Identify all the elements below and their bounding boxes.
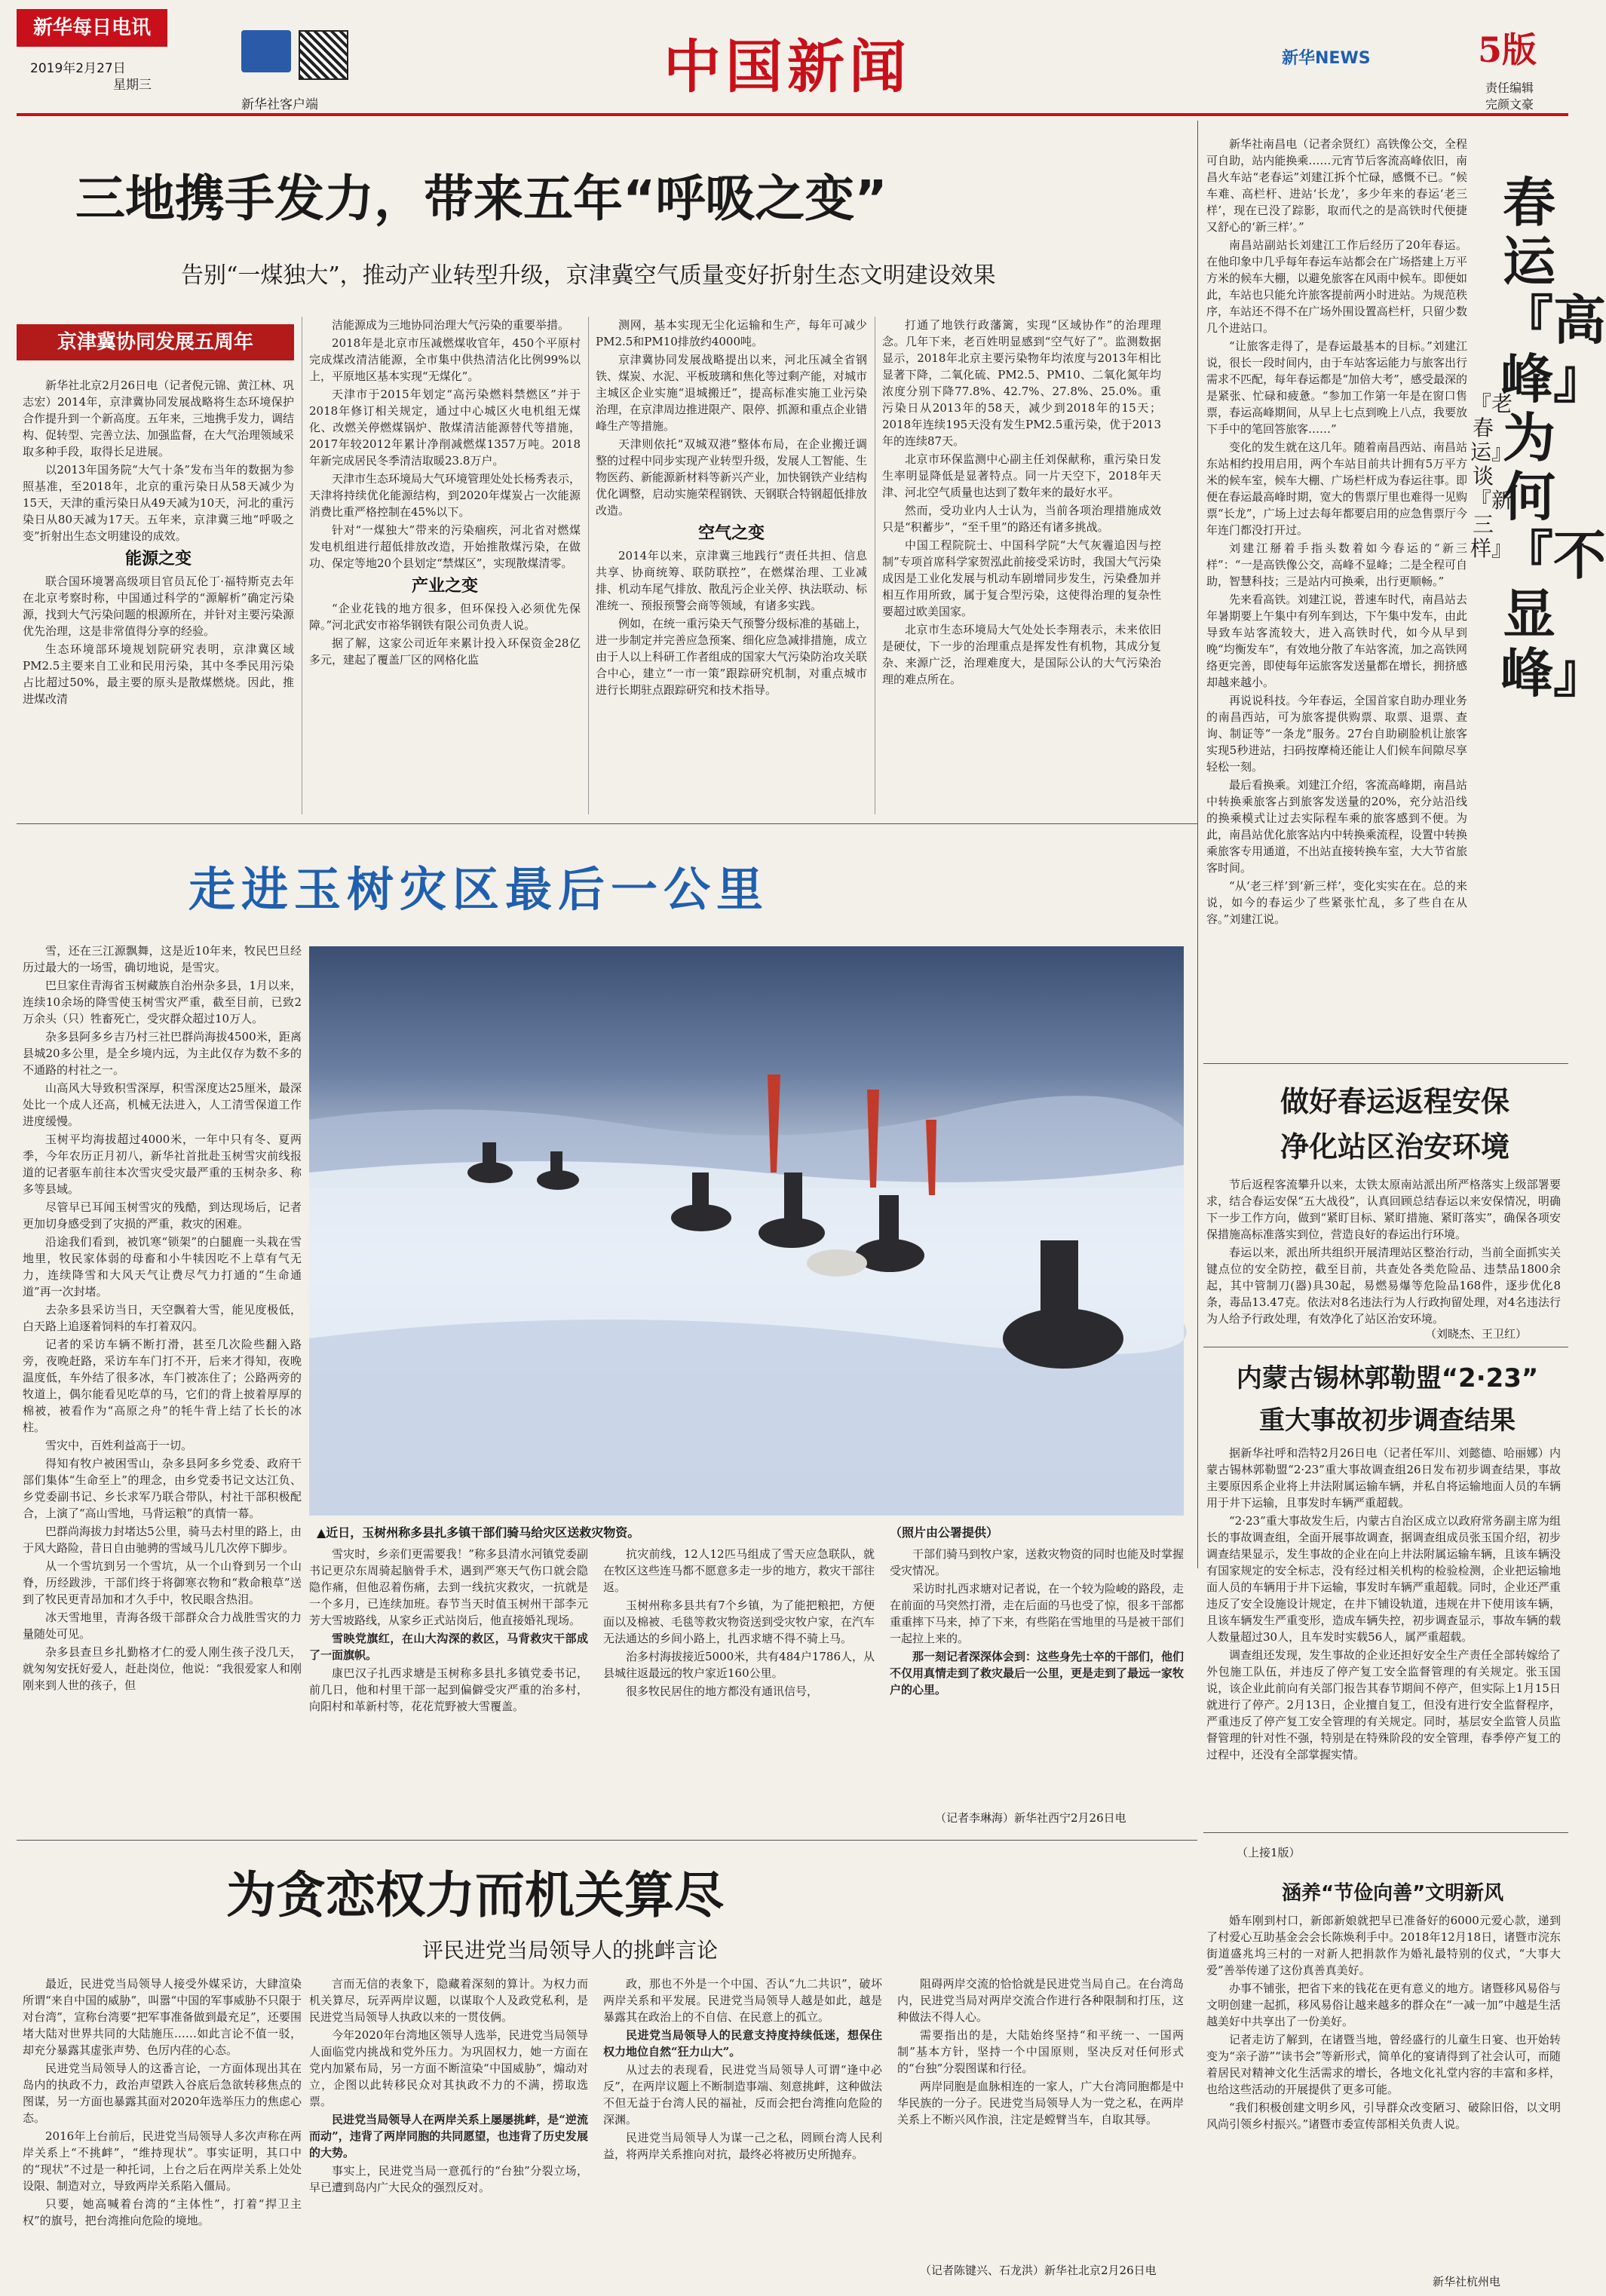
commentary-c4-p3: 两岸同胞是血脉相连的一家人，广大台湾同胞都是中华民族的一分子。民进党当局领导人为一党之私，在两岸关系上不断兴风作浪，注定是螳臂当车，自取其辱。 xyxy=(897,2080,1184,2126)
yushu-c1-p9: 记者的采访车辆不断打滑，甚至几次险些翻入路旁，夜晚赶路，采访车车门打不开，后来才得知，夜晚温度低，车外结了很多冰，车门被冻住了；公路两旁的牧道上，偶尔能看见吃草的马，它们的背上披着厚厚的棉被，被看作为“高原之舟”的牦牛背上结了长长的冰柱。 xyxy=(23,1338,302,1434)
commentary-c1-p1: 最近，民进党当局领导人接受外媒采访，大肆渲染所谓“来自中国的威胁”，叫嚣“中国的军事威胁不只限于对台湾”，宣称台湾要“把军事准备做到最充足”，还要围堵大陆对世界共同的大陆施压……如此言论不值一驳，却充分暴露其虚张声势、色厉内荏的心态。 xyxy=(23,1977,302,2057)
yushu-c2-p3: 康巴汉子扎西求塘是玉树称多县扎多镇党委书记，前几日，他和村里干部一起到偏僻受灾严重的治多村，向阳村和革新村等，花花荒野被大雪覆盖。 xyxy=(309,1666,588,1713)
lead-col1-p1: 新华社北京2月26日电（记者倪元锦、黄江林、巩志宏）2014年，京津冀协同发展战略将生态环境保护合作提升到一个新高度。五年来，三地携手发力，调结构、促转型、完善立法、加强监督，在大气治理领域采取多种手段，取得长足进展。 xyxy=(23,379,295,458)
spring-subhead: 『老春运』谈『新三样』 xyxy=(1470,391,1513,561)
yushu-col4 xyxy=(890,1546,1184,1795)
photo-caption: ▲近日，玉树州称多县扎多镇干部们骑马给灾区送救灾物资。 xyxy=(317,1525,640,1540)
yushu-c1-p5: 玉树平均海拔超过4000米，一年中只有冬、夏两季，今年农历正月初八，新华社首批赴玉树雪灾前线报道的记者驱车前往本次雪灾受灾最严重的玉树杂多、称多等县域。 xyxy=(23,1133,302,1196)
lead-col4-p3: 然而，受功业内人士认为，当前各项治理措施成效只是“积蓄步”，“至千里”的路还有诸多挑战。 xyxy=(882,504,1161,534)
lead-col4 xyxy=(882,317,1161,807)
page-number: 5版 xyxy=(1478,29,1537,70)
commentary-subhead: 评民进党当局领导人的挑衅言论 xyxy=(422,1938,719,1963)
lead-col2-p3: 天津市于2015年划定“高污染燃料禁燃区”并于2018年修订相关规定，通过中心城区火电机组无煤化、改燃关停燃煤锅炉、散煤清洁能源替代等措施，2017年较2012年累计净削减燃煤1357万吨。2018年新完成居民冬季清洁取暖23.8万户。 xyxy=(309,388,581,467)
divider xyxy=(17,823,1197,824)
commentary-c1-p2: 民进党当局领导人的这番言论，一方面体现出其在岛内的执政不力，政治声望跌入谷底后急欲转移焦点的图谋，另一方面也暴露其面对2020年选举压力的焦虑心态。 xyxy=(23,2061,302,2125)
culture-p1: 婚车刚到村口，新郎新娘就把早已准备好的6000元爱心款，递到了村爱心互助基金会会长陈焕利手中。2018年12月18日，诸暨市浣东街道盛兆坞三村的一对新人把捐款作为婚礼最特别的仪式，“大事大爱”善举传递了这份真善真美好。 xyxy=(1206,1914,1561,1977)
divider xyxy=(1203,1063,1568,1064)
lead-col4-p4: 中国工程院院士、中国科学院“大气灰霾追因与控制”专项首席科学家贺泓此前接受采访时，我国大气污染成因是工业化发展与机动车剧增同步发生，污染叠加并相互作用所致，属于复合型污染，这使得治理的复杂性要超过欧美国家。 xyxy=(882,538,1161,618)
accident-p3: 调查组还发现，发生事故的企业还担好安全生产责任全部转嫁给了外包施工队伍，并违反了停产复工安全监督管理的有关规定。张玉国说，该企业此前向有关部门报告其春节期间不停产，但实际上1月15日就进行了停产。2月13日，企业擅自复工，但没有进行安全监督程序，严重违反了停产复工安全管理的有关规定。同时，基层安全监管人员监督管理的针对性不强，特别是在特殊阶段的安全管理，春季停产复工的过程中，还没有全部掌握实情。 xyxy=(1206,1648,1561,1761)
accident-headline1: 内蒙古锡林郭勒盟“2·23” xyxy=(1236,1363,1539,1393)
commentary-c2-p3: 民进党当局领导人在两岸关系上屡屡挑衅，是“逆流而动”，违背了两岸同胞的共同愿望，也违背了历史发展的大势。 xyxy=(309,2113,588,2160)
lead-headline: 三地携手发力，带来五年“呼吸之变” xyxy=(75,170,887,228)
yushu-c1-p13: 从一个雪坑到另一个雪坑，从一个山脊到另一个山脊，历经跋涉，干部们终于将御寒衣物和“救命粮草”送到了牧民更青昂加和才久手中，牧民眼含热泪。 xyxy=(23,1559,302,1606)
spring-col1 xyxy=(1206,136,1467,1222)
photo-credit: （照片由公署提供） xyxy=(890,1525,999,1540)
commentary-byline: （记者陈键兴、石龙洪）新华社北京2月26日电 xyxy=(920,2264,1157,2277)
culture-body xyxy=(1206,1912,1561,2274)
xinhua-app-logo xyxy=(241,30,291,72)
yushu-c1-p10: 雪灾中，百姓利益高于一切。 xyxy=(45,1439,193,1452)
spring-p3: “让旅客走得了，是春运最基本的目标。”刘建江说，很长一段时间内，由于车站客运能力与旅客出行需求不匹配，每年春运都是“加倍大考”，感受最深的是紧张、忙碌和疲惫。“参加工作第一年是在窗口售票，春运高峰期间，从早上七点到晚上八点，我要放下手中的笔回答旅客……” xyxy=(1206,339,1467,436)
security-byline: （刘晓杰、王卫红） xyxy=(1425,1327,1528,1341)
news-logo: 新华NEWS xyxy=(1282,49,1371,68)
masthead-brand: 新华每日电讯 xyxy=(32,17,151,39)
spring-p6: 先来看高铁。刘建江说，普速车时代，南昌站去年暑期要上午集中有列车到达，下午集中发车，由此导致车站客流较大，进入高铁时代，如今从早到晚“均衡发车”，有效地分散了车站客流，加之高铁网络更完善，即使每年运旅客发送量都在增长，拥挤感却越来越小。 xyxy=(1206,593,1467,689)
masthead-weekday: 星期三 xyxy=(113,78,152,93)
commentary-c3-p2: 民进党当局领导人的民意支持度持续低迷，想保住权力地位自然“狂力山大”。 xyxy=(603,2028,882,2058)
lead-col3 xyxy=(596,317,867,807)
commentary-col3 xyxy=(603,1976,882,2281)
photo-scene xyxy=(309,946,1184,1516)
culture-headline: 涵养“节俭向善”文明新风 xyxy=(1282,1882,1504,1905)
lead-col2-p7: 据了解，这家公司近年来累计投入环保资金28亿多元，建起了覆盖厂区的网格化监 xyxy=(309,636,581,667)
lead-col2-p2: 2018年是北京市压减燃煤收官年，450个平原村完成煤改清洁能源，全市集中供热清洁化比例99%以上，平原地区基本实现“无煤化”。 xyxy=(309,336,581,383)
commentary-c2-p4: 事实上，民进党当局一意孤行的“台独”分裂立场，早已遭到岛内广大民众的强烈反对。 xyxy=(309,2164,588,2194)
culture-continued: （上接1版） xyxy=(1237,1846,1301,1859)
spring-p5: 刘建江掰着手指头数着如今春运的“新三样”：“一是高铁像公交，高峰不显峰；二是全程可自助，智慧科技；三是站内可换乘，出行更顺畅。” xyxy=(1206,541,1467,588)
yushu-c3-p2: 玉树州称多县共有7个乡镇，为了能把粮把，方便面以及棉被、毛毯等救灾物资送到受灾牧户家，在汽车无法通达的乡间小路上，扎西求塘不得不骑上马。 xyxy=(603,1599,875,1645)
commentary-col1 xyxy=(23,1976,302,2281)
spring-p1: 新华社南昌电（记者余贤红）高铁像公交，全程可自助，站内能换乘……元宵节后客流高峰依旧，南昌火车站“老春运”刘建江拆个忙碌，感慨不已。“候车难、高栏杆、进站‘长龙’，多少年来的春运‘老三样’，现在已没了踪影，取而代之的是高铁时代便捷又舒心的‘新三样’。” xyxy=(1206,137,1467,234)
commentary-c4-p2: 需要指出的是，大陆始终坚持“和平统一、一国两制”基本方针，坚持一个中国原则，坚决反对任何形式的“台独”分裂图谋和行径。 xyxy=(897,2028,1184,2075)
lead-col4-p2: 北京市环保监测中心副主任刘保献称，重污染日发生率明显降低是显著特点。同一片天空下，2018年天津、河北空气质量也达到了数年来的最好水平。 xyxy=(882,452,1161,499)
yushu-c2-p1: 雪灾时，乡亲们更需要我！”称多县清水河镇党委副书记更尕东周骑起脑骨手术，遇到严寒天气伤口就会隐隐作痛，但他忍着伤痛，去到一线抗灾救灾，一抗就是一个多月，已连续加班。春节当天时值玉树州干部李元芳大雪坡路线，从家乡正式站岗后，他直接婚礼现场。 xyxy=(309,1547,588,1627)
yushu-c1-p4: 山高风大导致积雪深厚，积雪深度达25厘米，最深处比一个成人还高，机械无法进入，人工清雪保道工作进度缓慢。 xyxy=(23,1081,302,1128)
client-label: 新华社客户端 xyxy=(241,97,318,112)
lead-col2-p1: 洁能源成为三地协同治理大气污染的重要举措。 xyxy=(332,318,570,332)
commentary-c3-p3: 从过去的表现看，民进党当局领导人可谓“逢中必反”，在两岸议题上不断制造事端、刻意挑衅，这种做法不但无益于台湾人民的福祉，反而会把台湾推向危险的深渊。 xyxy=(603,2063,882,2126)
masthead-rule xyxy=(17,113,1568,116)
lead-col1-sub: 能源之变 xyxy=(124,549,192,569)
yushu-c4-p3: 那一刻记者深深体会到：这些身先士卒的干部们，他们不仅用真情走到了救灾最后一公里，更是走到了最远一家牧户的心里。 xyxy=(890,1650,1185,1697)
yushu-c1-p8: 去杂多县采访当日，天空飘着大雪，能见度极低，白天路上追逐着饲料的车打着双闪。 xyxy=(23,1303,302,1333)
yushu-c1-p2: 巴旦家住青海省玉树藏族自治州杂多县，1月以来，连续10余场的降雪使玉树雪灾严重，截至目前，已致2万余头（只）牲畜死亡，受灾群众超过10万人。 xyxy=(23,979,302,1025)
accident-p2: “2·23”重大事故发生后，内蒙古自治区成立以政府常务副主席为组长的事故调查组，全面开展事故调查，据调查组成员张玉国介绍，初步调查结果显示，发生事故的企业在向上井法附属运输车辆，且该车辆没有国家规定的安全标志，没有经过相关机构的检验检测，企业把运输地面人员的车辆用于井下运输，事发时车辆严重超载。同时，企业还严重违反了安全设施设计规定，在井下铺设轨道，违规在井下使用该车辆，且该车辆发生严重变形，造成车辆失控，初步调查显示，事故车辆的载人数量超过30人，且车发时实载56人，属严重超载。 xyxy=(1206,1514,1561,1644)
yushu-c1-p6: 尽管早已耳闻玉树雪灾的残酷，到达现场后，记者更加切身感受到了灾损的严重，救灾的困难。 xyxy=(23,1200,302,1231)
masthead-date: 2019年2月27日 xyxy=(30,61,126,76)
divider xyxy=(17,1840,1197,1841)
security-headline2: 净化站区治安环境 xyxy=(1280,1130,1509,1163)
yushu-c1-p3: 杂多县阿多乡吉乃村三社巴群尚海拔4500米，距离县城20多公里，是全乡境内远，为主此仅存为数不多的不通路的村社之一。 xyxy=(23,1030,302,1077)
accident-headline2: 重大事故初步调查结果 xyxy=(1259,1405,1516,1436)
lead-col3-p2: 京津冀协同发展战略提出以来，河北压减全省钢铁、煤炭、水泥、平板玻璃和焦化等过剩产能，对城市主城区企业实施“退城搬迁”，提高标准实施工业污染治理，在京津周边推进限产、限停、抓源和重点企业错峰生产等措施。 xyxy=(596,353,868,433)
spring-p4: 变化的发生就在这几年。随着南昌西站、南昌站东站相约投用启用，两个车站目前共计拥有5万平方米的候车室，候车大棚、广场栏杆成为春运往事。即便在春运最高峰时期，宽大的售票厅里也难得一见购票“长龙”，广场上过去每年都要启用的应急售票厅今年连门都没打开过。 xyxy=(1206,440,1467,537)
yushu-c1-p12: 巴群尚海拔力封堵达5公里，骑马去村里的路上，由于风大路险，昔日自由驰骋的雪域马儿几次停下脚步。 xyxy=(23,1525,302,1555)
commentary-c4-p1: 阻碍两岸交流的恰恰就是民进党当局自己。在台湾岛内，民进党当局对两岸交流合作进行各种限制和打压，这种做法不得人心。 xyxy=(897,1977,1184,2024)
lead-col3-p4: 2014年以来，京津冀三地践行“责任共担、信息共享、协商统筹、联防联控”，在燃煤治理、工业减排、机动车尾气排放、散乱污企业关停、执法联动、标准统一、预报预警会商等领域，有诸多实践。 xyxy=(596,549,868,612)
lead-col2-p6: “企业花钱的地方很多，但环保投入必须优先保障。”河北武安市裕华钢铁有限公司负责人说。 xyxy=(309,602,581,632)
culture-p2: 办事不铺张，把省下来的钱花在更有意义的地方。诸暨移风易俗与文明创建一起抓，移风易俗让越来越多的群众在“一减一加”中越是生活越美好中共享出了一份美好。 xyxy=(1206,1982,1561,2028)
lead-col1-p4: 生态环境部环境规划院研究表明，京津冀区域PM2.5主要来自工业和民用污染，其中冬季民用污染占比超过50%，最主要的原头是散煤燃烧。因此，推进煤改清 xyxy=(23,642,294,706)
commentary-c2-p2: 今年2020年台湾地区领导人选举，民进党当局领导人面临党内挑战和党外压力。为巩固权力，她一方面在党内加紧布局，另一方面不断渲染“中国威胁”，煽动对立，企图以此转移民众对其执政不力的不满，捞取选票。 xyxy=(309,2028,588,2108)
yushu-col3 xyxy=(603,1546,875,1832)
commentary-c2-p1: 言而无信的表象下，隐藏着深刻的算计。为权力而机关算尽，玩弄两岸议题，以谋取个人及政党私利，是民进党当局领导人执政以来的一贯伎俩。 xyxy=(309,1977,588,2024)
spring-headline: 春运『高峰』为何『不显峰』 xyxy=(1500,171,1606,704)
lead-col3-sub: 空气之变 xyxy=(697,523,765,543)
yushu-c4-p2: 采访时扎西求塘对记者说，在一个较为险峻的路段，走在前面的马突然打滑，走在后面的马也受了惊，很多干部都重重摔下马来，掉了下来，有些陷在雪地里的马是被干部们一起拉上来的。 xyxy=(890,1582,1185,1645)
commentary-col2 xyxy=(309,1976,588,2281)
lead-col2-sub: 产业之变 xyxy=(411,576,478,596)
yushu-c1-p7: 沿途我们看到，被饥寒“锁架”的白腿鹿一头栽在雪地里，牧民家体弱的母畜和小牛犊因吃不上草有气无力，连续降雪和大风天气让费尽气力打通的“生命通道”再一次封堵。 xyxy=(23,1235,302,1298)
yushu-c1-p1: 雪，还在三江源飘舞，这是近10年来，牧民巴旦经历过最大的一场雪，确切地说，是雪灾。 xyxy=(23,944,302,974)
commentary-headline: 为贪恋权力而机关算尽 xyxy=(226,1866,724,1924)
editor-label: 责任编辑 xyxy=(1485,81,1534,95)
yushu-c3-p3: 治多村海拔接近5000米，共有484户1786人，从县城往返最远的牧户家近160公里。 xyxy=(603,1650,875,1680)
lead-tag: 京津冀协同发展五周年 xyxy=(17,324,294,360)
spring-p8: 最后看换乘。刘建江介绍，客流高峰期，南昌站中转换乘旅客占到旅客发送量的20%，充分站沿线的换乘模式让过去实际程车乘的旅客感到不便。为此，南昌站优化旅客站内中转换乘流程，设置中转换乘旅客专用通道，不出站直接转换车室，大大节省旅客时间。 xyxy=(1206,778,1467,875)
culture-p3: 记者走访了解到，在诸暨当地，曾经盛行的儿童生日宴、也开始转变为“亲子游”“读书会”等新形式，简单化的宴请得到了社会认可，而随着居民对精神文化生活需求的增长，各地文化礼堂内容的丰富和多样，也给这些活动的开展提供了更多可能。 xyxy=(1206,2033,1561,2096)
lead-col2-p4: 天津市生态环境局大气环境管理处处长杨秀表示，天津将持续优化能源结构，到2020年煤炭占一次能源消费比重严格控制在45%以下。 xyxy=(309,472,581,519)
qr-code-icon xyxy=(299,30,348,80)
section-title: 中国新闻 xyxy=(664,33,911,100)
accident-body xyxy=(1206,1445,1561,1776)
lead-col3-p1: 测网，基本实现无尘化运输和生产，每年可减少PM2.5和PM10排放约4000吨。 xyxy=(596,318,867,348)
accident-p1: 据新华社呼和浩特2月26日电（记者任军川、刘懿德、哈丽娜）内蒙古锡林郭勒盟“2·23”重大事故调查组26日发布初步调查结果，事故主要原因系企业将上井法附属运输车辆，并私自将运输地面人员的车辆用于井下运输，且事发时车辆严重超载。 xyxy=(1206,1446,1561,1510)
commentary-c1-p4: 只要，她高喊着台湾的“主体性”，打着“捍卫主权”的旗号，把台湾推向危险的境地。 xyxy=(23,2197,302,2227)
security-p1: 节后返程客流攀升以来，太铁太原南站派出所严格落实上级部署要求，结合春运安保“五大战役”，认真回顾总结春运以来安保情况，明确下一步工作方向，做到“紧盯目标、紧盯措施、紧盯落实”，确保各项安保措施高标准落实到位，营造良好的春运出行环境。 xyxy=(1206,1178,1561,1241)
commentary-c3-p1: 政，那也不外是一个中国、否认“九二共识”，破坏两岸关系和平发展。民进党当局领导人越是如此，越是暴露其在政治上的不自信、在民意上的孤立。 xyxy=(603,1977,882,2024)
yushu-c3-p4: 很多牧民居住的地方都没有通讯信号， xyxy=(626,1684,819,1698)
lead-col4-p5: 北京市生态环境局大气处处长李翔表示，未来依旧是硬仗，下一步的治理重点是挥发性有机物，其成分复杂、来源广泛，治理难度大，是国际公认的大气污染治理的难点所在。 xyxy=(882,623,1161,686)
yushu-byline: （记者李琳海）新华社西宁2月26日电 xyxy=(935,1811,1126,1825)
commentary-c1-p3: 2016年上台前后，民进党当局领导人多次声称在两岸关系上“不挑衅”，“维持现状”。事实证明，其口中的“现状”不过是一种托词，上台之后在两岸关系上处处设限、制造对立，导致两岸关系陷入僵局。 xyxy=(23,2129,302,2193)
yushu-c1-p15: 杂多县查旦乡扎勤格才仁的爱人刚生孩子没几天，就匆匆安抚好爱人，赶赴岗位，他说：“我很爱家人和刚刚来到人世的孩子，但 xyxy=(23,1645,302,1692)
yushu-c4-p1: 干部们骑马到牧户家，送救灾物资的同时也能及时掌握受灾情况。 xyxy=(890,1547,1185,1577)
spring-p7: 再说说科技。今年春运，全国首家自助办理业务的南昌西站，可为旅客提供购票、取票、退票、查询、制证等“一条龙”服务。27台自助刷脸机让旅客实现5秒进站，扫码按摩椅还能让人们候车间隙尽享轻松一刻。 xyxy=(1206,694,1467,774)
lead-col3-p5: 例如，在统一重污染天气预警分级标准的基础上，进一步制定并完善应急预案、细化应急减排措施，成立由于人以上科研工作者组成的国家大气污染防治攻关联合中心，建立“一市一策”跟踪研究机制，对重点城市进行长期驻点跟踪研究和技术指导。 xyxy=(596,617,868,697)
security-body xyxy=(1206,1176,1561,1327)
yushu-headline: 走进玉树灾区最后一公里 xyxy=(188,862,770,917)
editor-name: 完颜文豪 xyxy=(1485,97,1534,112)
yushu-col2 xyxy=(309,1546,588,1832)
yushu-c1-p14: 冰天雪地里，青海各级干部群众合力战胜雪灾的力量随处可见。 xyxy=(23,1611,302,1641)
lead-subhead: 告别“一煤独大”，推动产业转型升级，京津冀空气质量变好折射生态文明建设效果 xyxy=(181,262,996,289)
culture-byline: 新华社杭州电 xyxy=(1433,2275,1501,2288)
lead-col3-p3: 天津则依托“双城双港”整体布局，在企业搬迁调整的过程中同步实现产业转型升级，发展人工智能、生物医药、新能源新材料等新兴产业，加快钢铁产业结构优化调整，启动实施荣程钢铁、天钢联合特钢超低排放改造。 xyxy=(596,437,868,517)
culture-p4: “我们积极创建文明乡风，引导群众改变陋习、破除旧俗，以文明风尚引领乡村振兴。”诸暨市委宣传部相关负责人说。 xyxy=(1206,2101,1561,2131)
commentary-col4 xyxy=(897,1976,1184,2255)
security-headline1: 做好春运返程安保 xyxy=(1280,1085,1509,1118)
yushu-c1-p11: 得知有牧户被困雪山，杂多县阿多乡党委、政府干部们集体“生命至上”的理念，由乡党委书记文达江负、乡党委副书记、乡长求军乃联合带队，村社干部积极配合，上演了“高山雪地，马背运粮”的真情一幕。 xyxy=(23,1457,302,1520)
divider xyxy=(588,317,589,814)
lead-col2 xyxy=(309,317,581,807)
lead-col4-p1: 打通了地铁行政藩篱，实现“区域协作”的治理理念。几年下来，老百姓明显感到“空气好了”。监测数据显示，2018年北京主要污染物年均浓度与2013年相比显著下降，二氧化硫、PM2.5、PM10、二氧化氮年均浓度分别下降77.8%、42.7%、27.8%、25.0%。重污染日从2013年的58天，减少到2018年的15天；2018年连续195天没有发生PM2.5重污染，优于2013年的连续87天。 xyxy=(882,318,1161,448)
security-p2: 春运以来，派出所共组织开展清理站区整治行动，当前全面抓实关键点位的安全防控，截至目前，共查处各类危险品、违禁品1800余起，其中管制刀(器)具30起，易燃易爆等危险品168件，逐步优化8条，毒品13.47克。依法对8名违法行为人行政拘留处理，对4名违法行为人给予行政处理，有效净化了站区治安环境。 xyxy=(1206,1246,1561,1326)
yushu-photo xyxy=(309,946,1184,1516)
yushu-col1 xyxy=(23,943,302,1832)
lead-col1-p3: 联合国环境署高级项目官员瓦伦丁·福特斯克去年在北京考察时称，中国通过科学的“源解析”确定污染源，找到大气污染问题的根源所在，并针对主要污染源优先治理，这是非常值得分享的经验。 xyxy=(23,575,295,638)
yushu-c3-p1: 抗灾前线，12人12匹马组成了雪天应急联队，就在牧区这些连马都不愿意多走一步的地方，救灾干部往返。 xyxy=(603,1547,875,1594)
yushu-c2-p2: 雪映党旗红，在山大沟深的救区，马背救灾干部成了一面旗帜。 xyxy=(309,1632,588,1662)
spring-p9: “从‘老三样’到‘新三样’，变化实实在在。总的来说，如今的春运少了些紧张忙乱，多了些自在从容。”刘建江说。 xyxy=(1206,879,1467,926)
spring-p2: 南昌站副站长刘建江工作后经历了20年春运。在他印象中几乎每年春运车站都会在广场搭建上万平方米的候车大棚，以避免旅客在风雨中候车。即便如此，车站也只能允许旅客提前两小时进站。为规范秩序，车站还不得不在广场外围设置高栏杆，只留少数几个进站口。 xyxy=(1206,238,1467,335)
lead-col1-p2: 以2013年国务院“大气十条”发布当年的数据为参照基准，至2018年，北京的重污染日从58天减少为15天，天津的重污染日从49天减为10天，河北的重污染日从80天减为17天。五年来，京津冀三地“呼吸之变”折射出生态文明建设的成效。 xyxy=(23,463,294,543)
commentary-c3-p4: 民进党当局领导人为谋一己之私，罔顾台湾人民利益，将两岸关系推向对抗，最终必将被历史所抛弃。 xyxy=(603,2131,882,2161)
divider xyxy=(1197,121,1198,1568)
lead-col2-p5: 针对“一煤独大”带来的污染痼疾，河北省对燃煤发电机组进行超低排放改造，开始推散煤污染，在做功、保定等地20个县划定“禁煤区”，实现散煤清零。 xyxy=(309,523,581,570)
divider xyxy=(1203,1832,1568,1833)
